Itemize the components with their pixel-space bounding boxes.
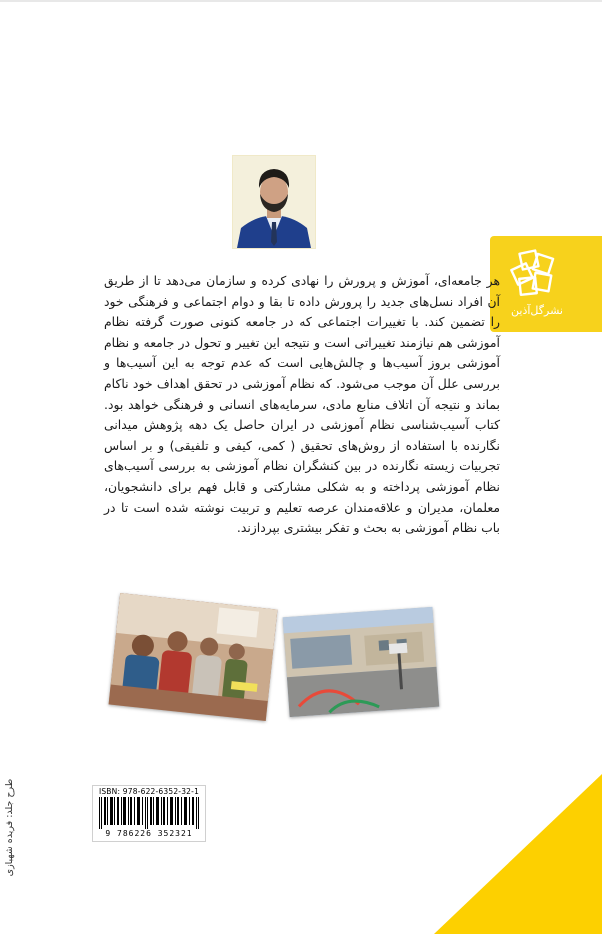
- isbn-barcode-block: [92, 785, 206, 842]
- back-cover-blurb: هر جامعه‌ای، آموزش و پرورش را نهادی کرده و سازمان می‌دهد تا از طریق آن افراد نسل‌های جدید را پرورش داده تا بقا و دوام اجتماعی و فرهنگی خود را تضمین کند. با تغییرات اجتماعی که در جامعه کنونی صورت گرفته نظام آموزشی هم نیازمند تغییراتی است و نتیجه این تغییر و تحول در جامعه و نظام آموزشی بروز آسیب‌ها و چالش‌هایی است که عدم توجه به این آسیب‌ها و بررسی علل آن موجب می‌شود. که نظام آموزشی در تحقق اهداف خود ناکام بماند و نتیجه آن اتلاف منابع مادی، سرمایه‌های انسانی و فرهنگی خواهد بود. کتاب آسیب‌شناسی نظام آموزشی در ایران حاصل یک دهه پژوهش میدانی نگارنده با استفاده از روش‌های تحقیق ( کمی، کیفی و تلفیقی) و بر اساس تجربیات زیسته نگارنده در بین کنشگران نظام آموزشی به بررسی آسیب‌های نظام آموزشی پرداخته و به شکلی مشارکتی و قابل فهم برای دانشجویان، معلمان، مدیران و علاقه‌مندان عرصه تعلیم و تربیت نوشته شده است تا در باب نظام آموزشی به بحث و تفکر بیشتری بپردازند.: [104, 273, 500, 536]
- publisher-name: نشرگل‌آذین: [511, 304, 563, 317]
- isbn-label: ISBN: 978-622-6352-32-1: [98, 787, 200, 796]
- author-photo: [232, 155, 316, 249]
- publisher-logo-icon: [508, 248, 558, 298]
- barcode-icon: [97, 797, 201, 829]
- school-photo: [283, 607, 440, 717]
- publisher-tab: [490, 236, 602, 332]
- top-rule: [0, 0, 602, 2]
- classroom-photo: [109, 593, 278, 721]
- cover-designer-credit: طرح جلد: فریده شهبازی: [4, 778, 15, 877]
- isbn-digits: 9 786226 352321: [105, 829, 193, 838]
